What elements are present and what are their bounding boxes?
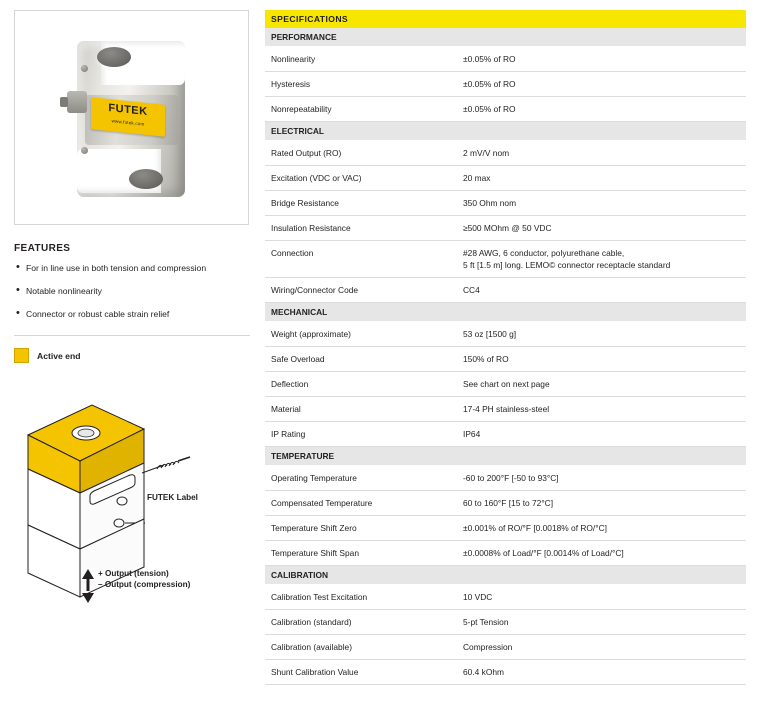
group-header-mechanical [265,303,746,322]
table-row [265,397,746,422]
spec-value: 53 oz [1500 g] [457,322,746,347]
spec-key: Bridge Resistance [265,191,457,216]
table-row [265,141,746,166]
spec-key: Temperature Shift Zero [265,516,457,541]
table-row [265,97,746,122]
spec-key: Material [265,397,457,422]
futek-url-text: www.futek.com [111,118,145,127]
product-photo [14,10,249,225]
table-row [265,241,746,278]
table-row [265,347,746,372]
spec-key: Calibration (available) [265,635,457,660]
table-row [265,216,746,241]
table-row [265,322,746,347]
active-end-swatch [14,348,29,363]
table-row [265,72,746,97]
table-row [265,660,746,685]
spec-value-line1: #28 AWG, 6 conductor, polyurethane cable, [463,248,625,258]
spec-value: Compression [457,635,746,660]
list-item: • Connector or robust cable strain relief [14,308,250,321]
spec-key: Wiring/Connector Code [265,278,457,303]
table-row [265,541,746,566]
spec-value [457,241,746,278]
spec-value: ±0.0008% of Load/°F [0.0014% of Load/°C] [457,541,746,566]
specifications-table [265,10,746,685]
left-column [14,10,250,613]
table-row [265,516,746,541]
s-beam-load-cell-illustration [67,29,197,209]
spec-key: Shunt Calibration Value [265,660,457,685]
spec-key: Calibration Test Excitation [265,585,457,610]
table-row [265,635,746,660]
spec-value: 17-4 PH stainless-steel [457,397,746,422]
spec-key: Operating Temperature [265,466,457,491]
spec-key: Rated Output (RO) [265,141,457,166]
spec-value-line2: 5 ft [1.5 m] long. LEMO© connector receptacle standard [463,260,671,270]
isometric-diagram [14,373,250,613]
load-cell-top-thread-hole [97,47,131,67]
group-header-calibration [265,566,746,585]
list-item: • Notable nonlinearity [14,285,250,298]
futek-label-callout: FUTEK Label [147,493,198,502]
group-label: ELECTRICAL [265,122,746,141]
spec-key: Compensated Temperature [265,491,457,516]
spec-key: Excitation (VDC or VAC) [265,166,457,191]
table-row [265,466,746,491]
spec-value: 10 VDC [457,585,746,610]
features-list [14,262,250,321]
features-heading: FEATURES [14,243,71,254]
screw-icon [81,147,88,154]
group-header-performance [265,28,746,47]
table-row [265,422,746,447]
spec-value: ±0.05% of RO [457,97,746,122]
spec-value: 5-pt Tension [457,610,746,635]
spec-key: Hysteresis [265,72,457,97]
spec-key: Nonrepeatability [265,97,457,122]
screw-icon [81,65,88,72]
table-row [265,585,746,610]
table-row [265,166,746,191]
spec-value: ±0.05% of RO [457,47,746,72]
spec-value: ±0.001% of RO/°F [0.0018% of RO/°C] [457,516,746,541]
table-row [265,372,746,397]
group-label: MECHANICAL [265,303,746,322]
output-compression-callout: – Output (compression) [98,580,191,589]
group-header-electrical [265,122,746,141]
load-cell-connector [67,91,87,113]
spec-key: Connection [265,241,457,278]
spec-key: Safe Overload [265,347,457,372]
spec-key: Nonlinearity [265,47,457,72]
spec-value: 150% of RO [457,347,746,372]
spec-value: ≥500 MOhm @ 50 VDC [457,216,746,241]
spec-value: -60 to 200°F [-50 to 93°C] [457,466,746,491]
table-row [265,610,746,635]
spec-value: 20 max [457,166,746,191]
output-tension-callout: + Output (tension) [98,569,169,578]
table-row [265,47,746,72]
spec-key: Temperature Shift Span [265,541,457,566]
group-label: PERFORMANCE [265,28,746,47]
spec-value: See chart on next page [457,372,746,397]
active-end-label: Active end [37,350,81,361]
spec-value: IP64 [457,422,746,447]
spec-key: Weight (approximate) [265,322,457,347]
spec-key: IP Rating [265,422,457,447]
spec-value: 2 mV/V nom [457,141,746,166]
table-row [265,278,746,303]
spec-key: Insulation Resistance [265,216,457,241]
spec-key: Calibration (standard) [265,610,457,635]
group-label: TEMPERATURE [265,447,746,466]
group-header-temperature [265,447,746,466]
load-cell-bottom-thread-hole [129,169,163,189]
spec-value: ±0.05% of RO [457,72,746,97]
divider [14,335,250,336]
spec-key: Deflection [265,372,457,397]
spec-value: 60 to 160°F [15 to 72°C] [457,491,746,516]
table-title-row [265,10,746,28]
active-end-legend [14,348,250,363]
spec-value: 350 Ohm nom [457,191,746,216]
spec-value: CC4 [457,278,746,303]
spec-value: 60.4 kOhm [457,660,746,685]
table-row [265,191,746,216]
list-item: • For in line use in both tension and compression [14,262,250,275]
table-row [265,491,746,516]
futek-brand-text: FUTEK [108,101,148,119]
specifications-title: SPECIFICATIONS [265,10,746,28]
group-label: CALIBRATION [265,566,746,585]
